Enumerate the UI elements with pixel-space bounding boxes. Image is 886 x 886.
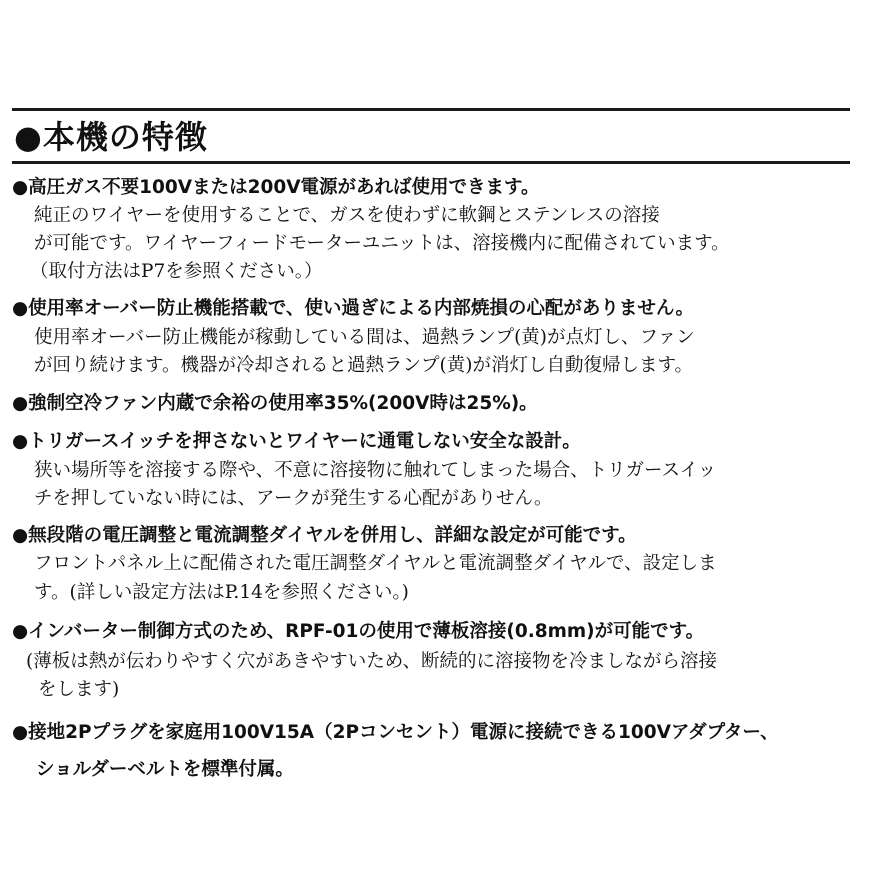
feature-heading-trigger-safety: ●トリガースイッチを押さないとワイヤーに通電しない安全な設計。 bbox=[12, 431, 581, 452]
bottom-rule bbox=[12, 161, 850, 164]
feature-body-line: が可能です。ワイヤーフィードモーターユニットは、溶接機内に配備されています。 bbox=[34, 233, 730, 254]
feature-body-line: す。(詳しい設定方法はP.14を参照ください。) bbox=[34, 582, 409, 603]
feature-body-line: 狭い場所等を溶接する際や、不意に溶接物に触れてしまった場合、トリガースイッ bbox=[34, 460, 717, 481]
feature-heading-continuation: ショルダーベルトを標準付属。 bbox=[36, 759, 294, 780]
feature-heading-cooling-fan: ●強制空冷ファン内蔵で余裕の使用率35%(200V時は25%)。 bbox=[12, 393, 538, 414]
feature-body-line: チを押していない時には、アークが発生する心配がありせん。 bbox=[34, 488, 553, 509]
feature-body-line: をします) bbox=[38, 679, 120, 700]
feature-heading-gas-free: ●高圧ガス不要100Vまたは200V電源があれば使用できます。 bbox=[12, 177, 540, 198]
top-rule bbox=[12, 108, 850, 111]
feature-heading-overuse-protection: ●使用率オーバー防止機能搭載で、使い過ぎによる内部焼損の心配がありません。 bbox=[12, 298, 694, 319]
feature-heading-inverter-control: ●インバーター制御方式のため、RPF-01の使用で薄板溶接(0.8mm)が可能です。 bbox=[12, 621, 705, 642]
feature-heading-accessories: ●接地2Pプラグを家庭用100V15A（2Pコンセント）電源に接続できる100Vアダプター、 bbox=[12, 722, 779, 743]
feature-body-line: （取付方法はP7を参照ください。） bbox=[30, 261, 323, 282]
section-title: ●本機の特徴 bbox=[14, 118, 208, 156]
feature-body-line: 使用率オーバー防止機能が稼動している間は、過熱ランプ(黄)が点灯し、ファン bbox=[34, 327, 695, 348]
feature-body-line: (薄板は熱が伝わりやすく穴があきやすいため、断続的に溶接物を冷ましながら溶接 bbox=[26, 651, 717, 672]
feature-body-line: が回り続けます。機器が冷却されると過熱ランプ(黄)が消灯し自動復帰します。 bbox=[34, 355, 693, 376]
feature-body-line: フロントパネル上に配備された電圧調整ダイヤルと電流調整ダイヤルで、設定しま bbox=[34, 553, 717, 574]
feature-heading-dial-adjustment: ●無段階の電圧調整と電流調整ダイヤルを併用し、詳細な設定が可能です。 bbox=[12, 525, 637, 546]
feature-body-line: 純正のワイヤーを使用することで、ガスを使わずに軟鋼とステンレスの溶接 bbox=[34, 205, 660, 226]
